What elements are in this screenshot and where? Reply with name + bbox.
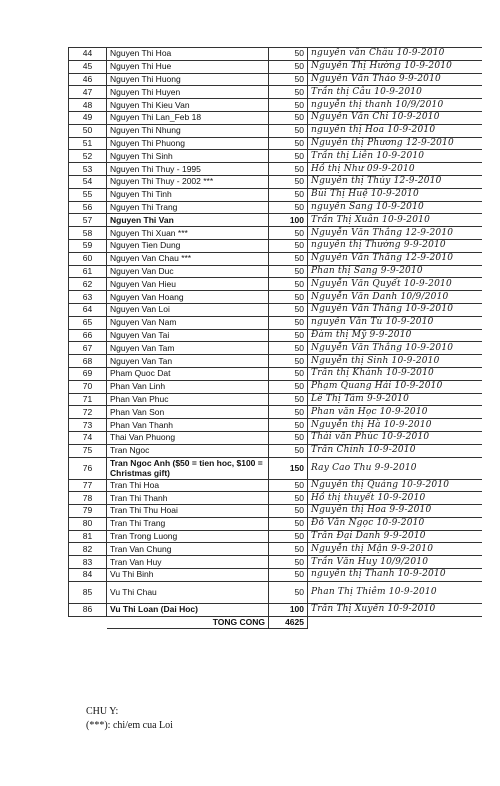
signature: Nguyễn thị Thủy 12-9-2010 [308, 175, 482, 188]
amount: 50 [269, 265, 308, 278]
row-number: 48 [69, 99, 107, 112]
table-row [69, 316, 482, 329]
recipient-name: Tran Ngoc Anh ($50 = tien hoc, $100 = Christmas gift) [107, 457, 269, 479]
recipient-name: Vu Thi Loan (Dai Hoc) [107, 603, 269, 616]
amount: 50 [269, 124, 308, 137]
table-row [69, 60, 482, 73]
table-row [69, 48, 482, 61]
signature: Nguyễn thị Mận 9-9-2010 [308, 543, 482, 556]
recipient-name: Nguyen Thi Huyen [107, 86, 269, 99]
table-row [69, 505, 482, 518]
row-number: 66 [69, 329, 107, 342]
amount: 150 [269, 457, 308, 479]
row-number: 78 [69, 492, 107, 505]
recipient-name: Pham Quoc Dat [107, 367, 269, 380]
row-number: 79 [69, 505, 107, 518]
amount: 50 [269, 355, 308, 368]
row-number: 68 [69, 355, 107, 368]
table-row [69, 239, 482, 252]
recipient-name: Nguyen Thi Van [107, 214, 269, 227]
row-number: 62 [69, 278, 107, 291]
recipient-name: Phan Van Linh [107, 380, 269, 393]
table-row [69, 569, 482, 582]
amount: 50 [269, 492, 308, 505]
recipient-name: Nguyen Van Duc [107, 265, 269, 278]
row-number: 75 [69, 444, 107, 457]
signature: Nguyễn Văn Thắng 12-9-2010 [308, 227, 482, 240]
amount: 50 [269, 316, 308, 329]
signature: Trần Văn Huy 10/9/2010 [308, 556, 482, 569]
amount: 50 [269, 380, 308, 393]
amount: 50 [269, 329, 308, 342]
recipient-name: Tran Van Chung [107, 543, 269, 556]
recipient-name: Tran Trong Luong [107, 530, 269, 543]
row-number: 65 [69, 316, 107, 329]
amount: 50 [269, 569, 308, 582]
recipient-name: Nguyen Van Tam [107, 342, 269, 355]
table-row [69, 543, 482, 556]
signature: Trần thị Khánh 10-9-2010 [308, 367, 482, 380]
recipient-name: Tran Thi Hoa [107, 479, 269, 492]
table-row [69, 111, 482, 124]
table-row [69, 581, 482, 603]
recipient-name: Nguyen Thi Tinh [107, 188, 269, 201]
row-number: 54 [69, 175, 107, 188]
row-number: 77 [69, 479, 107, 492]
amount: 50 [269, 227, 308, 240]
row-number: 53 [69, 163, 107, 176]
signature: Phan thị Sang 9-9-2010 [308, 265, 482, 278]
row-number: 67 [69, 342, 107, 355]
signature: Nguyễn Văn Chi 10-9-2010 [308, 111, 482, 124]
amount: 50 [269, 517, 308, 530]
table-row [69, 393, 482, 406]
table-row [69, 73, 482, 86]
amount: 50 [269, 419, 308, 432]
signature: Hồ thị Như 09-9-2010 [308, 163, 482, 176]
amount: 50 [269, 556, 308, 569]
row-number: 47 [69, 86, 107, 99]
signature: Trần Thị Xuân 10-9-2010 [308, 214, 482, 227]
table-row [69, 252, 482, 265]
recipient-name: Nguyen Thi Sinh [107, 150, 269, 163]
recipient-name: Nguyen Van Tai [107, 329, 269, 342]
recipient-name: Tran Van Huy [107, 556, 269, 569]
row-number: 76 [69, 457, 107, 479]
table-row [69, 419, 482, 432]
signature: Ray Cao Thu 9-9-2010 [308, 457, 482, 479]
row-number: 50 [69, 124, 107, 137]
payment-ledger-table [68, 47, 482, 629]
table-row [69, 265, 482, 278]
row-number: 71 [69, 393, 107, 406]
amount: 50 [269, 291, 308, 304]
recipient-name: Nguyen Thi Thuy - 1995 [107, 163, 269, 176]
recipient-name: Nguyen Thi Thuy - 2002 *** [107, 175, 269, 188]
table-row [69, 291, 482, 304]
row-number: 58 [69, 227, 107, 240]
row-number: 72 [69, 406, 107, 419]
table-row [69, 517, 482, 530]
signature: Phan Thị Thiêm 10-9-2010 [308, 581, 482, 603]
amount: 50 [269, 201, 308, 214]
notes-block [86, 705, 173, 733]
row-number: 86 [69, 603, 107, 616]
recipient-name: Nguyen Van Chau *** [107, 252, 269, 265]
recipient-name: Nguyen Thi Phuong [107, 137, 269, 150]
amount: 50 [269, 505, 308, 518]
table-row [69, 492, 482, 505]
amount: 50 [269, 163, 308, 176]
table-row [69, 530, 482, 543]
signature: Trần Đại Danh 9-9-2010 [308, 530, 482, 543]
recipient-name: Tran Thi Thanh [107, 492, 269, 505]
table-row [69, 303, 482, 316]
amount: 50 [269, 111, 308, 124]
amount: 50 [269, 99, 308, 112]
amount: 50 [269, 60, 308, 73]
amount: 50 [269, 530, 308, 543]
row-number: 73 [69, 419, 107, 432]
amount: 50 [269, 137, 308, 150]
amount: 50 [269, 188, 308, 201]
signature: Nguyễn Văn Danh 10/9/2010 [308, 291, 482, 304]
amount: 50 [269, 48, 308, 61]
signature: Nguyễn Văn Thắng 10-9-2010 [308, 342, 482, 355]
amount: 50 [269, 73, 308, 86]
amount: 50 [269, 581, 308, 603]
recipient-name: Nguyen Thi Lan_Feb 18 [107, 111, 269, 124]
recipient-name: Nguyen Thi Nhung [107, 124, 269, 137]
table-row [69, 457, 482, 479]
amount: 50 [269, 431, 308, 444]
row-number: 83 [69, 556, 107, 569]
amount: 50 [269, 543, 308, 556]
notes-line: (***): chi/em cua Loi [86, 720, 173, 731]
signature: nguyễn thị Thanh 10-9-2010 [308, 569, 482, 582]
total-row [69, 616, 482, 629]
recipient-name: Vu Thi Chau [107, 581, 269, 603]
table-row [69, 227, 482, 240]
row-number: 74 [69, 431, 107, 444]
table-row [69, 556, 482, 569]
table-row [69, 355, 482, 368]
signature: Nguyễn Văn Thắng 12-9-2010 [308, 252, 482, 265]
table-row [69, 86, 482, 99]
recipient-name: Nguyen Van Nam [107, 316, 269, 329]
table-row [69, 278, 482, 291]
recipient-name: Nguyen Tien Dung [107, 239, 269, 252]
row-number: 85 [69, 581, 107, 603]
amount: 100 [269, 214, 308, 227]
row-number: 49 [69, 111, 107, 124]
amount: 50 [269, 367, 308, 380]
recipient-name: Nguyen Van Tan [107, 355, 269, 368]
recipient-name: Nguyen Thi Hoa [107, 48, 269, 61]
signature: Phạm Quang Hải 10-9-2010 [308, 380, 482, 393]
amount: 50 [269, 303, 308, 316]
row-number: 84 [69, 569, 107, 582]
signature: Phan văn Học 10-9-2010 [308, 406, 482, 419]
signature: Đàm thị Mỹ 9-9-2010 [308, 329, 482, 342]
table-row [69, 444, 482, 457]
row-number: 61 [69, 265, 107, 278]
row-number: 44 [69, 48, 107, 61]
signature: nguyễn Văn Tú 10-9-2010 [308, 316, 482, 329]
table-row [69, 603, 482, 616]
amount: 50 [269, 175, 308, 188]
signature: nguyễn thị Hoa 10-9-2010 [308, 124, 482, 137]
recipient-name: Nguyen Van Hoang [107, 291, 269, 304]
row-number: 52 [69, 150, 107, 163]
recipient-name: Nguyen Thi Hue [107, 60, 269, 73]
row-number: 45 [69, 60, 107, 73]
row-number: 51 [69, 137, 107, 150]
total-label: TONG CONG [107, 616, 269, 629]
signature: nguyễn văn Châu 10-9-2010 [308, 48, 482, 61]
signature: Nguyễn Văn Thắng 10-9-2010 [308, 303, 482, 316]
amount: 50 [269, 252, 308, 265]
amount: 50 [269, 342, 308, 355]
signature: Trần Chính 10-9-2010 [308, 444, 482, 457]
table-row [69, 99, 482, 112]
signature: Nguyễn Văn Quyết 10-9-2010 [308, 278, 482, 291]
signature: Nguyễn thị Quảng 10-9-2010 [308, 479, 482, 492]
row-number: 70 [69, 380, 107, 393]
recipient-name: Tran Ngoc [107, 444, 269, 457]
row-number: 69 [69, 367, 107, 380]
row-number: 80 [69, 517, 107, 530]
row-number: 81 [69, 530, 107, 543]
amount: 100 [269, 603, 308, 616]
table-row [69, 214, 482, 227]
table-row [69, 175, 482, 188]
table-row [69, 380, 482, 393]
table-row [69, 137, 482, 150]
row-number: 55 [69, 188, 107, 201]
table-row [69, 431, 482, 444]
recipient-name: Phan Van Son [107, 406, 269, 419]
amount: 50 [269, 444, 308, 457]
total-spacer [69, 616, 107, 629]
table-row [69, 479, 482, 492]
recipient-name: Nguyen Van Hieu [107, 278, 269, 291]
signature: Thái văn Phúc 10-9-2010 [308, 431, 482, 444]
amount: 50 [269, 479, 308, 492]
signature: Nguyễn thị Hà 10-9-2010 [308, 419, 482, 432]
table-row [69, 150, 482, 163]
notes-heading: CHU Y: [86, 706, 119, 717]
amount: 50 [269, 239, 308, 252]
recipient-name: Phan Van Thanh [107, 419, 269, 432]
row-number: 46 [69, 73, 107, 86]
recipient-name: Phan Van Phuc [107, 393, 269, 406]
total-signature-spacer [308, 616, 482, 629]
row-number: 64 [69, 303, 107, 316]
signature: Hồ thị thuyết 10-9-2010 [308, 492, 482, 505]
amount: 50 [269, 393, 308, 406]
row-number: 60 [69, 252, 107, 265]
signature: Nguyễn Văn Thảo 9-9-2010 [308, 73, 482, 86]
signature: Trần thị Câu 10-9-2010 [308, 86, 482, 99]
signature: Trần Thị Xuyến 10-9-2010 [308, 603, 482, 616]
signature: Nguyễn Thị Hường 10-9-2010 [308, 60, 482, 73]
signature: Nguyễn thị Sinh 10-9-2010 [308, 355, 482, 368]
recipient-name: Nguyen Thi Kieu Van [107, 99, 269, 112]
row-number: 63 [69, 291, 107, 304]
signature: Nguyễn thị Phương 12-9-2010 [308, 137, 482, 150]
signature: nguyễn Sang 10-9-2010 [308, 201, 482, 214]
amount: 50 [269, 150, 308, 163]
amount: 50 [269, 278, 308, 291]
row-number: 59 [69, 239, 107, 252]
recipient-name: Nguyen Thi Trang [107, 201, 269, 214]
table-row [69, 188, 482, 201]
row-number: 82 [69, 543, 107, 556]
recipient-name: Tran Thi Thu Hoai [107, 505, 269, 518]
row-number: 57 [69, 214, 107, 227]
row-number: 56 [69, 201, 107, 214]
signature: nguyễn thị thanh 10/9/2010 [308, 99, 482, 112]
table-row [69, 329, 482, 342]
recipient-name: Tran Thi Trang [107, 517, 269, 530]
signature: Bùi Thị Huệ 10-9-2010 [308, 188, 482, 201]
table-row [69, 124, 482, 137]
table-row [69, 342, 482, 355]
signature: Nguyễn thị Hoa 9-9-2010 [308, 505, 482, 518]
recipient-name: Nguyen Thi Huong [107, 73, 269, 86]
recipient-name: Thai Van Phuong [107, 431, 269, 444]
table-row [69, 201, 482, 214]
recipient-name: Nguyen Van Loi [107, 303, 269, 316]
ledger-body [69, 48, 482, 629]
signature: nguyễn thị Thường 9-9-2010 [308, 239, 482, 252]
recipient-name: Vu Thi Binh [107, 569, 269, 582]
signature: Trần thị Liên 10-9-2010 [308, 150, 482, 163]
total-amount: 4625 [269, 616, 308, 629]
amount: 50 [269, 406, 308, 419]
table-row [69, 163, 482, 176]
recipient-name: Nguyen Thi Xuan *** [107, 227, 269, 240]
signature: Đỗ Văn Ngọc 10-9-2010 [308, 517, 482, 530]
signature: Lê Thị Tâm 9-9-2010 [308, 393, 482, 406]
table-row [69, 406, 482, 419]
table-row [69, 367, 482, 380]
amount: 50 [269, 86, 308, 99]
